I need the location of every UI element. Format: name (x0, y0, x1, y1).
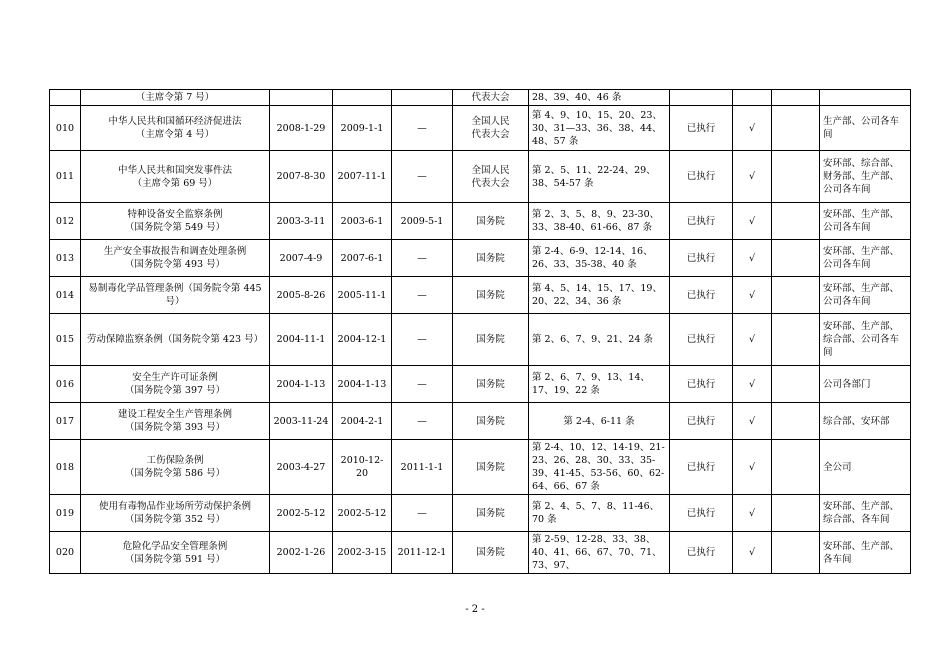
compliance-check: √ (733, 440, 772, 495)
extra-column (772, 440, 820, 495)
execution-status: 已执行 (670, 314, 733, 366)
issuing-authority: 国务院 (453, 440, 529, 495)
issuing-authority: 国务院 (453, 532, 529, 574)
execution-status (670, 90, 733, 106)
regulation-name: 使用有毒物品作业场所劳动保护条例 （国务院令第 352 号） (81, 495, 270, 532)
revision-date (392, 90, 453, 106)
compliance-check: √ (733, 240, 772, 277)
effective-date: 2007-6-1 (333, 240, 392, 277)
row-number: 016 (50, 366, 81, 403)
revision-date: — (392, 314, 453, 366)
regulation-name: 中华人民共和国突发事件法 （主席令第 69 号） (81, 151, 270, 203)
effective-date: 2002-3-15 (333, 532, 392, 574)
effective-date: 2002-5-12 (333, 495, 392, 532)
issuing-authority: 代表大会 (453, 90, 529, 106)
revision-date: 2011-1-1 (392, 440, 453, 495)
issue-date (270, 90, 333, 106)
effective-date: 2005-11-1 (333, 277, 392, 314)
effective-date (333, 90, 392, 106)
responsible-department: 公司各部门 (820, 366, 911, 403)
row-number: 018 (50, 440, 81, 495)
effective-date: 2004-12-1 (333, 314, 392, 366)
applicable-articles: 第 4、9、10、15、20、23、30、31—33、36、38、44、48、57 条 (529, 106, 670, 151)
compliance-check: √ (733, 532, 772, 574)
compliance-check: √ (733, 314, 772, 366)
applicable-articles: 第 2-4、6-9、12-14、16、26、33、35-38、40 条 (529, 240, 670, 277)
table-row (50, 440, 911, 495)
regulation-name: 特种设备安全监察条例 （国务院令第 549 号） (81, 203, 270, 240)
page-number: - 2 - (465, 604, 485, 615)
regulation-name: 建设工程安全生产管理条例 （国务院令第 393 号） (81, 403, 270, 440)
regulation-name: 易制毒化学品管理条例（国务院令第 445 号） (81, 277, 270, 314)
issuing-authority: 国务院 (453, 495, 529, 532)
compliance-check: √ (733, 403, 772, 440)
issue-date: 2008-1-29 (270, 106, 333, 151)
revision-date: 2011-12-1 (392, 532, 453, 574)
revision-date: — (392, 277, 453, 314)
extra-column (772, 106, 820, 151)
issue-date: 2007-8-30 (270, 151, 333, 203)
applicable-articles: 28、39、40、46 条 (529, 90, 670, 106)
table-row (50, 314, 911, 366)
effective-date: 2007-11-1 (333, 151, 392, 203)
extra-column (772, 90, 820, 106)
issue-date: 2003-11-24 (270, 403, 333, 440)
extra-column (772, 532, 820, 574)
row-number: 014 (50, 277, 81, 314)
regulations-table (49, 89, 911, 574)
applicable-articles: 第 2、3、5、8、9、23-30、33、38-40、61-66、87 条 (529, 203, 670, 240)
responsible-department: 生产部、公司各车间 (820, 106, 911, 151)
row-number: 013 (50, 240, 81, 277)
issuing-authority: 国务院 (453, 203, 529, 240)
extra-column (772, 203, 820, 240)
regulation-name: 生产安全事故报告和调查处理条例 （国务院令第 493 号） (81, 240, 270, 277)
extra-column (772, 366, 820, 403)
regulation-name: 工伤保险条例 （国务院令第 586 号） (81, 440, 270, 495)
issuing-authority: 国务院 (453, 403, 529, 440)
responsible-department (820, 90, 911, 106)
execution-status: 已执行 (670, 277, 733, 314)
compliance-check (733, 90, 772, 106)
effective-date: 2009-1-1 (333, 106, 392, 151)
compliance-check: √ (733, 106, 772, 151)
issuing-authority: 国务院 (453, 314, 529, 366)
extra-column (772, 495, 820, 532)
applicable-articles: 第 2、5、11、22-24、29、38、54-57 条 (529, 151, 670, 203)
revision-date: — (392, 403, 453, 440)
responsible-department: 安环部、生产部、各车间 (820, 532, 911, 574)
table-row (50, 90, 911, 106)
compliance-check: √ (733, 151, 772, 203)
applicable-articles: 第 2、6、7、9、13、14、17、19、22 条 (529, 366, 670, 403)
table-row (50, 203, 911, 240)
issue-date: 2005-8-26 (270, 277, 333, 314)
issuing-authority: 全国人民 代表大会 (453, 151, 529, 203)
revision-date: 2009-5-1 (392, 203, 453, 240)
responsible-department: 安环部、生产部、公司各车间 (820, 203, 911, 240)
regulation-name: 危险化学品安全管理条例 （国务院令第 591 号） (81, 532, 270, 574)
responsible-department: 安环部、生产部、综合部、各车间 (820, 495, 911, 532)
row-number: 012 (50, 203, 81, 240)
issuing-authority: 全国人民 代表大会 (453, 106, 529, 151)
table-row (50, 106, 911, 151)
extra-column (772, 314, 820, 366)
execution-status: 已执行 (670, 440, 733, 495)
regulation-name: 劳动保障监察条例（国务院令第 423 号） (81, 314, 270, 366)
responsible-department: 全公司 (820, 440, 911, 495)
effective-date: 2004-2-1 (333, 403, 392, 440)
issue-date: 2002-1-26 (270, 532, 333, 574)
execution-status: 已执行 (670, 403, 733, 440)
execution-status: 已执行 (670, 203, 733, 240)
table-row (50, 240, 911, 277)
row-number: 015 (50, 314, 81, 366)
effective-date: 2010-12-20 (333, 440, 392, 495)
effective-date: 2004-1-13 (333, 366, 392, 403)
applicable-articles: 第 2-4、6-11 条 (529, 403, 670, 440)
extra-column (772, 151, 820, 203)
table-row (50, 495, 911, 532)
regulation-name: 中华人民共和国循环经济促进法 （主席令第 4 号） (81, 106, 270, 151)
issue-date: 2004-11-1 (270, 314, 333, 366)
applicable-articles: 第 4、5、14、15、17、19、20、22、34、36 条 (529, 277, 670, 314)
applicable-articles: 第 2、6、7、9、21、24 条 (529, 314, 670, 366)
execution-status: 已执行 (670, 495, 733, 532)
issue-date: 2003-3-11 (270, 203, 333, 240)
revision-date: — (392, 106, 453, 151)
issue-date: 2003-4-27 (270, 440, 333, 495)
execution-status: 已执行 (670, 532, 733, 574)
table-row (50, 403, 911, 440)
issue-date: 2007-4-9 (270, 240, 333, 277)
table-row (50, 277, 911, 314)
table-row (50, 151, 911, 203)
extra-column (772, 277, 820, 314)
revision-date: — (392, 240, 453, 277)
execution-status: 已执行 (670, 366, 733, 403)
effective-date: 2003-6-1 (333, 203, 392, 240)
row-number: 010 (50, 106, 81, 151)
compliance-check: √ (733, 366, 772, 403)
responsible-department: 安环部、综合部、财务部、生产部、公司各车间 (820, 151, 911, 203)
issue-date: 2004-1-13 (270, 366, 333, 403)
table-row (50, 366, 911, 403)
revision-date: — (392, 495, 453, 532)
extra-column (772, 240, 820, 277)
row-number: 011 (50, 151, 81, 203)
applicable-articles: 第 2-59、12-28、33、38、40、41、66、67、70、71、73、97、 (529, 532, 670, 574)
execution-status: 已执行 (670, 106, 733, 151)
regulation-name: 安全生产许可证条例 （国务院令第 397 号） (81, 366, 270, 403)
regulation-name: （主席令第 7 号） (81, 90, 270, 106)
responsible-department: 安环部、生产部、公司各车间 (820, 277, 911, 314)
compliance-check: √ (733, 203, 772, 240)
issuing-authority: 国务院 (453, 240, 529, 277)
responsible-department: 综合部、安环部 (820, 403, 911, 440)
execution-status: 已执行 (670, 240, 733, 277)
compliance-check: √ (733, 495, 772, 532)
issuing-authority: 国务院 (453, 366, 529, 403)
issue-date: 2002-5-12 (270, 495, 333, 532)
execution-status: 已执行 (670, 151, 733, 203)
compliance-check: √ (733, 277, 772, 314)
row-number: 020 (50, 532, 81, 574)
table-row (50, 532, 911, 574)
revision-date: — (392, 151, 453, 203)
issuing-authority: 国务院 (453, 277, 529, 314)
table-body (50, 90, 911, 574)
applicable-articles: 第 2-4、10、12、14-19、21-23、26、28、30、33、35-39、41-45、53-56、60、62-64、66、67 条 (529, 440, 670, 495)
responsible-department: 安环部、生产部、公司各车间 (820, 240, 911, 277)
responsible-department: 安环部、生产部、综合部、公司各车间 (820, 314, 911, 366)
extra-column (772, 403, 820, 440)
row-number: 019 (50, 495, 81, 532)
revision-date: — (392, 366, 453, 403)
row-number: 017 (50, 403, 81, 440)
applicable-articles: 第 2、4、5、7、8、11-46、70 条 (529, 495, 670, 532)
row-number (50, 90, 81, 106)
